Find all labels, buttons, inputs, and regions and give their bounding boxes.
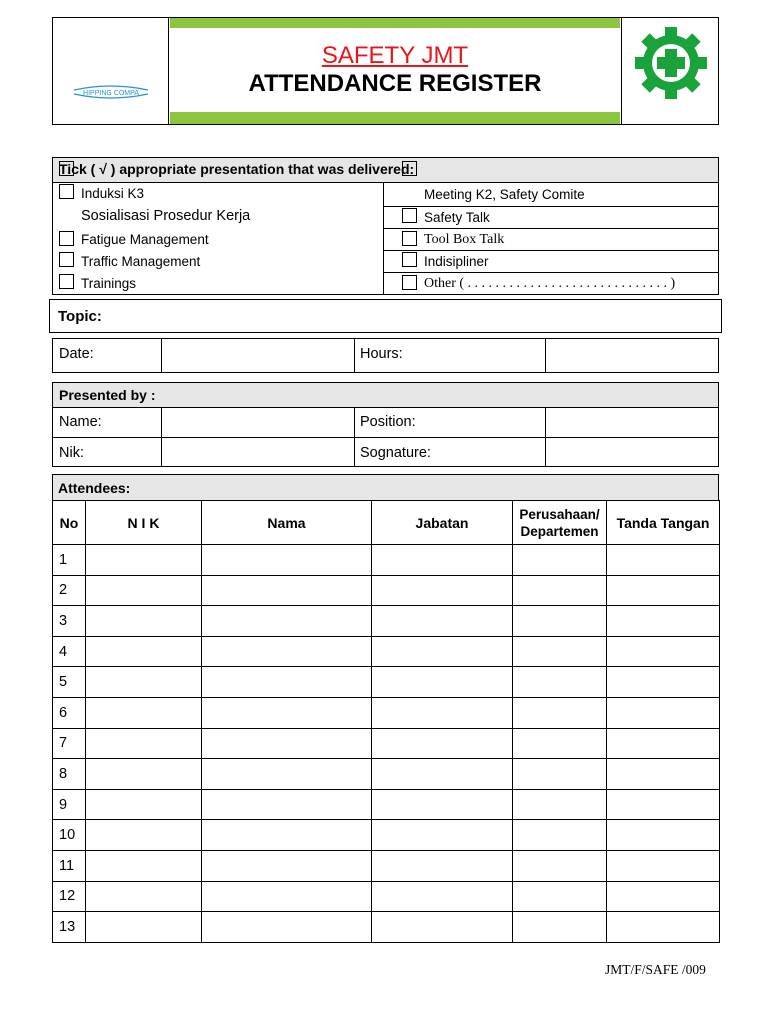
- tanda-tangan-cell[interactable]: [607, 667, 720, 698]
- attendees-header: [52, 474, 719, 501]
- col-jabatan: Jabatan: [372, 501, 513, 545]
- table-row: [53, 728, 720, 759]
- position-label: Position:: [360, 414, 416, 430]
- jabatan-cell[interactable]: [372, 850, 513, 881]
- checkbox-indisipliner[interactable]: [402, 252, 417, 267]
- jabatan-cell[interactable]: [372, 759, 513, 790]
- hours-input[interactable]: [546, 339, 718, 372]
- nik-cell[interactable]: [86, 789, 202, 820]
- presentation-instruction: Tick ( √ ) appropriate presentation that was delivered:: [59, 161, 415, 177]
- date-label: Date:: [59, 346, 94, 362]
- nama-cell[interactable]: [202, 912, 372, 943]
- nik-cell[interactable]: [86, 575, 202, 606]
- row-number: 11: [53, 850, 86, 881]
- row-number: 12: [53, 881, 86, 912]
- page-title: ATTENDANCE REGISTER: [248, 70, 542, 97]
- perusahaan-cell[interactable]: [513, 575, 607, 606]
- nik-cell[interactable]: [86, 636, 202, 667]
- checkbox-tool-box-talk[interactable]: [402, 231, 417, 246]
- right-row-line-4: [383, 272, 719, 273]
- row-number: 7: [53, 728, 86, 759]
- label-fatigue-management: Fatigue Management: [81, 232, 209, 247]
- tanda-tangan-cell[interactable]: [607, 728, 720, 759]
- attendees-header-row: [53, 501, 720, 545]
- presenter-divider-2: [354, 407, 355, 467]
- jabatan-cell[interactable]: [372, 636, 513, 667]
- label-traffic-management: Traffic Management: [81, 254, 201, 269]
- header-left-divider: [168, 17, 169, 125]
- table-row: [53, 575, 720, 606]
- table-row: [53, 636, 720, 667]
- perusahaan-cell[interactable]: [513, 636, 607, 667]
- topic-label: Topic:: [58, 308, 102, 325]
- table-row: [53, 789, 720, 820]
- jabatan-cell[interactable]: [372, 728, 513, 759]
- tanda-tangan-cell[interactable]: [607, 697, 720, 728]
- row-number: 3: [53, 606, 86, 637]
- nik-cell[interactable]: [86, 912, 202, 943]
- col-tanda-tangan: Tanda Tangan: [607, 501, 720, 545]
- nik-cell[interactable]: [86, 545, 202, 576]
- logo-text: HIPPING COMPA: [83, 90, 139, 97]
- tanda-tangan-cell[interactable]: [607, 820, 720, 851]
- table-row: [53, 667, 720, 698]
- perusahaan-cell[interactable]: [513, 820, 607, 851]
- row-number: 13: [53, 912, 86, 943]
- attendees-heading: Attendees:: [58, 480, 131, 496]
- signature-input[interactable]: [546, 438, 718, 466]
- table-row: [53, 820, 720, 851]
- signature-label: Sognature:: [360, 445, 431, 461]
- tanda-tangan-cell[interactable]: [607, 636, 720, 667]
- safety-cross-gear-icon: [632, 27, 710, 99]
- perusahaan-cell[interactable]: [513, 545, 607, 576]
- label-other: Other ( . . . . . . . . . . . . . . . . . . . . . . . . . . . . . ): [424, 276, 676, 291]
- right-row-line-3: [383, 250, 719, 251]
- hours-label: Hours:: [360, 346, 403, 362]
- title-bottom-green-bar: [170, 112, 620, 124]
- nik-cell[interactable]: [86, 820, 202, 851]
- title-red: SAFETY JMT: [321, 42, 469, 69]
- table-row: [53, 545, 720, 576]
- row-number: 4: [53, 636, 86, 667]
- checkbox-other[interactable]: [402, 275, 417, 290]
- checkbox-safety-talk[interactable]: [402, 208, 417, 223]
- position-input[interactable]: [546, 408, 718, 437]
- perusahaan-cell[interactable]: [513, 850, 607, 881]
- col-nik: N I K: [86, 501, 202, 545]
- label-induksi-k3: Induksi K3: [81, 186, 145, 201]
- label-sosialisasi-prosedur: Sosialisasi Prosedur Kerja: [81, 208, 251, 224]
- label-trainings: Trainings: [81, 276, 137, 291]
- col-no: No: [53, 501, 86, 545]
- right-row-line-2: [383, 228, 719, 229]
- presented-by-heading: Presented by :: [59, 387, 156, 403]
- tanda-tangan-cell[interactable]: [607, 545, 720, 576]
- row-number: 10: [53, 820, 86, 851]
- tanda-tangan-cell[interactable]: [607, 850, 720, 881]
- nik-cell[interactable]: [86, 759, 202, 790]
- nik-cell[interactable]: [86, 850, 202, 881]
- perusahaan-cell[interactable]: [513, 667, 607, 698]
- perusahaan-cell[interactable]: [513, 759, 607, 790]
- label-tool-box-talk: Tool Box Talk: [424, 232, 505, 247]
- nama-cell[interactable]: [202, 606, 372, 637]
- header-right-divider: [621, 17, 622, 125]
- nama-cell[interactable]: [202, 697, 372, 728]
- tanda-tangan-cell[interactable]: [607, 789, 720, 820]
- table-row: [53, 759, 720, 790]
- nama-cell[interactable]: [202, 545, 372, 576]
- jabatan-cell[interactable]: [372, 606, 513, 637]
- tanda-tangan-cell[interactable]: [607, 912, 720, 943]
- nik-cell[interactable]: [86, 606, 202, 637]
- perusahaan-cell[interactable]: [513, 912, 607, 943]
- perusahaan-cell[interactable]: [513, 728, 607, 759]
- tanda-tangan-cell[interactable]: [607, 575, 720, 606]
- tanda-tangan-cell[interactable]: [607, 606, 720, 637]
- label-meeting-k2: Meeting K2, Safety Comite: [424, 187, 585, 202]
- col-nama: Nama: [202, 501, 372, 545]
- nik-cell[interactable]: [86, 667, 202, 698]
- table-row: [53, 606, 720, 637]
- date-input[interactable]: [162, 339, 354, 372]
- tanda-tangan-cell[interactable]: [607, 759, 720, 790]
- tanda-tangan-cell[interactable]: [607, 881, 720, 912]
- col-perusahaan: Perusahaan/ Departemen: [513, 501, 607, 545]
- row-number: 6: [53, 697, 86, 728]
- nama-cell[interactable]: [202, 667, 372, 698]
- label-indisipliner: Indisipliner: [424, 254, 489, 269]
- table-row: [53, 697, 720, 728]
- presentation-column-divider: [383, 182, 384, 295]
- nama-cell[interactable]: [202, 881, 372, 912]
- jabatan-cell[interactable]: [372, 545, 513, 576]
- nik-label: Nik:: [59, 445, 84, 461]
- perusahaan-cell[interactable]: [513, 697, 607, 728]
- nik-cell[interactable]: [86, 728, 202, 759]
- jabatan-cell[interactable]: [372, 789, 513, 820]
- table-row: [53, 912, 720, 943]
- perusahaan-cell[interactable]: [513, 881, 607, 912]
- form-code: JMT/F/SAFE /009: [605, 962, 706, 977]
- nama-cell[interactable]: [202, 728, 372, 759]
- nama-cell[interactable]: [202, 575, 372, 606]
- nik-cell[interactable]: [86, 881, 202, 912]
- nama-cell[interactable]: [202, 636, 372, 667]
- perusahaan-cell[interactable]: [513, 789, 607, 820]
- instruction-checkbox-left[interactable]: [59, 161, 74, 176]
- nama-cell[interactable]: [202, 850, 372, 881]
- instruction-checkbox-right[interactable]: [402, 161, 417, 176]
- nama-cell[interactable]: [202, 820, 372, 851]
- date-divider-2: [354, 338, 355, 373]
- jabatan-cell[interactable]: [372, 575, 513, 606]
- name-label: Name:: [59, 414, 102, 430]
- right-row-line-1: [383, 206, 719, 207]
- title-top-green-bar: [170, 18, 620, 28]
- checkbox-induksi-k3[interactable]: [59, 184, 74, 199]
- attendees-table: [52, 500, 720, 943]
- jabatan-cell[interactable]: [372, 881, 513, 912]
- name-input[interactable]: [162, 408, 354, 437]
- checkbox-trainings[interactable]: [59, 274, 74, 289]
- checkbox-fatigue-management[interactable]: [59, 231, 74, 246]
- nama-cell[interactable]: [202, 759, 372, 790]
- nik-input[interactable]: [162, 438, 354, 466]
- jabatan-cell[interactable]: [372, 820, 513, 851]
- row-number: 8: [53, 759, 86, 790]
- row-number: 9: [53, 789, 86, 820]
- nama-cell[interactable]: [202, 789, 372, 820]
- table-row: [53, 881, 720, 912]
- topic-field[interactable]: [49, 299, 722, 333]
- perusahaan-cell[interactable]: [513, 606, 607, 637]
- jabatan-cell[interactable]: [372, 912, 513, 943]
- table-row: [53, 850, 720, 881]
- checkbox-traffic-management[interactable]: [59, 252, 74, 267]
- row-number: 5: [53, 667, 86, 698]
- company-logo: [70, 80, 152, 104]
- jabatan-cell[interactable]: [372, 697, 513, 728]
- label-safety-talk: Safety Talk: [424, 210, 490, 225]
- row-number: 2: [53, 575, 86, 606]
- nik-cell[interactable]: [86, 697, 202, 728]
- row-number: 1: [53, 545, 86, 576]
- jabatan-cell[interactable]: [372, 667, 513, 698]
